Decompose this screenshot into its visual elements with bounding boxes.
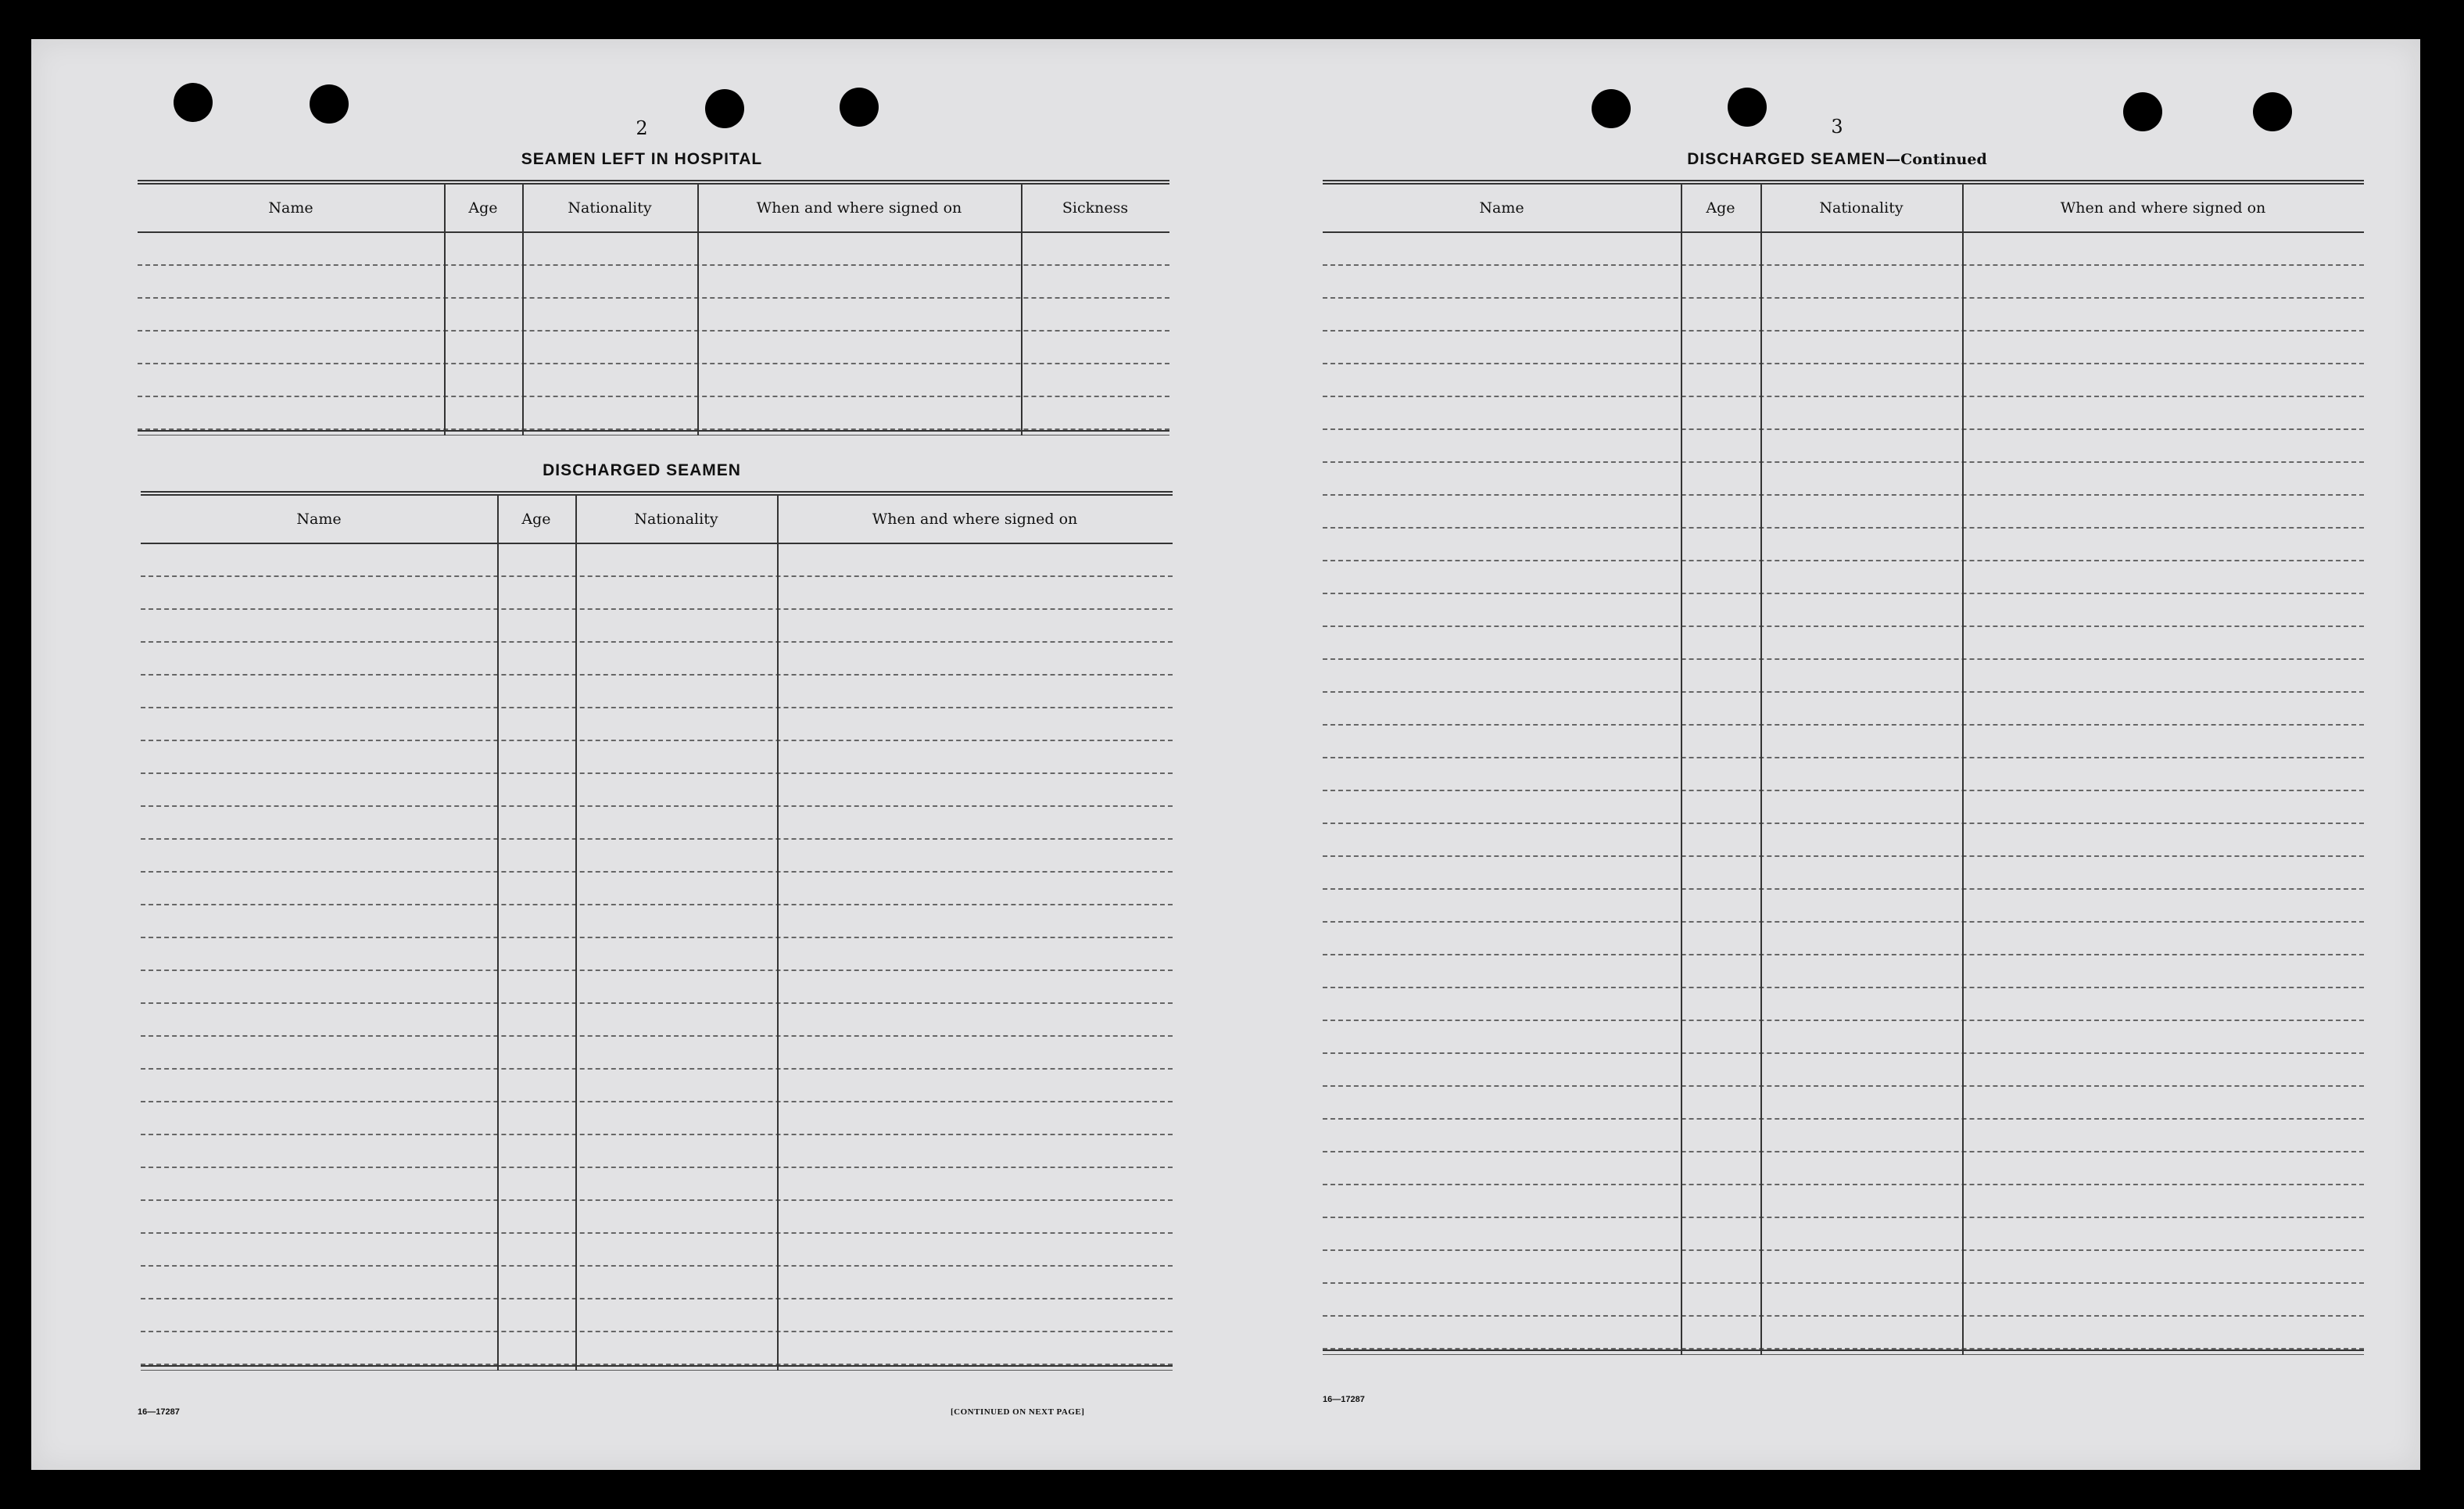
ledger-row	[1323, 397, 2364, 430]
column-rule	[575, 496, 577, 1371]
column-header-signed-on: When and where signed on	[872, 511, 1078, 528]
ledger-row	[141, 1234, 1173, 1267]
column-header-nationality: Nationality	[634, 511, 718, 528]
ledger-row	[1323, 1120, 2364, 1152]
right-page	[1282, 39, 2392, 1470]
column-header-signed-on: When and where signed on	[756, 199, 962, 217]
ledger-row	[1323, 430, 2364, 463]
ledger-row	[1323, 561, 2364, 594]
ledger-row	[1323, 1021, 2364, 1054]
discharged-continued-title	[1282, 150, 2392, 169]
table-bottom-rule	[138, 430, 1169, 435]
ledger-row	[1323, 1218, 2364, 1251]
ledger-row	[1323, 1054, 2364, 1087]
ledger-row	[141, 1037, 1173, 1070]
ledger-row	[1323, 660, 2364, 693]
discharged-continued-table	[1323, 180, 2364, 1355]
ledger-row	[1323, 529, 2364, 561]
page-number: 3	[1831, 116, 1843, 138]
column-header-name: Name	[268, 199, 313, 217]
ledger-row	[138, 397, 1169, 430]
column-rule	[1760, 185, 1762, 1355]
ledger-sheet	[31, 39, 2420, 1470]
column-rule	[1962, 185, 1964, 1355]
ledger-row	[141, 873, 1173, 905]
ledger-row	[1323, 955, 2364, 988]
section-title-text: DISCHARGED SEAMEN	[1687, 150, 1886, 168]
ledger-row	[1323, 726, 2364, 758]
ledger-row	[1323, 1152, 2364, 1185]
column-header-nationality: Nationality	[1819, 199, 1904, 217]
column-rule	[497, 496, 499, 1371]
ledger-row	[138, 364, 1169, 397]
ledger-row	[1323, 1251, 2364, 1284]
ledger-row	[141, 938, 1173, 971]
ledger-row	[141, 1299, 1173, 1332]
ledger-row	[141, 1332, 1173, 1365]
ledger-row	[1323, 233, 2364, 266]
left-page	[106, 39, 1177, 1470]
ledger-row	[141, 1168, 1173, 1201]
ledger-row	[141, 971, 1173, 1004]
ledger-row	[1323, 693, 2364, 726]
ledger-row	[141, 1135, 1173, 1168]
ledger-row	[1323, 890, 2364, 923]
ledger-row	[1323, 758, 2364, 791]
table-bottom-rule	[141, 1365, 1173, 1371]
column-header-name: Name	[1479, 199, 1524, 217]
hospital-section-title: SEAMEN LEFT IN HOSPITAL	[521, 150, 763, 168]
ledger-row	[1323, 496, 2364, 529]
ledger-row	[141, 774, 1173, 807]
ledger-row	[1323, 1284, 2364, 1317]
ledger-row	[138, 332, 1169, 364]
ledger-row	[1323, 364, 2364, 397]
hospital-table	[138, 180, 1169, 435]
ledger-row	[141, 544, 1173, 577]
hospital-table-body	[138, 233, 1169, 430]
continued-note: [CONTINUED ON NEXT PAGE]	[951, 1407, 1085, 1417]
ledger-row	[1323, 594, 2364, 627]
ledger-row	[1323, 1317, 2364, 1349]
ledger-row	[141, 905, 1173, 938]
ledger-row	[141, 840, 1173, 873]
ledger-row	[1323, 791, 2364, 824]
discharged-continued-table-body	[1323, 233, 2364, 1349]
ledger-row	[1323, 266, 2364, 299]
ledger-row	[141, 610, 1173, 643]
ledger-row	[141, 1201, 1173, 1234]
column-header-age: Age	[468, 199, 498, 217]
ledger-row	[141, 1102, 1173, 1135]
column-rule	[777, 496, 779, 1371]
ledger-row	[141, 1267, 1173, 1299]
column-header-age: Age	[1706, 199, 1735, 217]
column-rule	[522, 185, 524, 435]
ledger-row	[138, 233, 1169, 266]
ledger-row	[141, 643, 1173, 676]
column-rule	[444, 185, 446, 435]
ledger-row	[1323, 299, 2364, 332]
ledger-row	[1323, 1185, 2364, 1218]
column-header-age: Age	[521, 511, 551, 528]
column-rule	[1681, 185, 1682, 1355]
discharged-table	[141, 491, 1173, 1371]
ledger-row	[1323, 923, 2364, 955]
ledger-row	[1323, 332, 2364, 364]
section-title-suffix: —Continued	[1886, 151, 1987, 168]
ledger-row	[1323, 988, 2364, 1021]
ledger-row	[1323, 857, 2364, 890]
hospital-table-header	[138, 185, 1169, 233]
table-bottom-rule	[1323, 1349, 2364, 1355]
ledger-row	[141, 807, 1173, 840]
ledger-row	[1323, 824, 2364, 857]
column-rule	[697, 185, 699, 435]
column-header-name: Name	[296, 511, 342, 528]
discharged-section-title: DISCHARGED SEAMEN	[543, 461, 741, 479]
ledger-row	[141, 708, 1173, 741]
ledger-row	[141, 577, 1173, 610]
column-rule	[1021, 185, 1022, 435]
ledger-row	[138, 299, 1169, 332]
ledger-row	[141, 1004, 1173, 1037]
column-header-nationality: Nationality	[568, 199, 652, 217]
column-header-sickness: Sickness	[1062, 199, 1129, 217]
ledger-row	[141, 676, 1173, 708]
ledger-row	[141, 1070, 1173, 1102]
form-number: 16—17287	[1323, 1395, 1365, 1404]
discharged-table-body	[141, 544, 1173, 1365]
page-number: 2	[636, 117, 648, 139]
column-header-signed-on: When and where signed on	[2060, 199, 2266, 217]
ledger-row	[1323, 463, 2364, 496]
discharged-table-header	[141, 496, 1173, 544]
form-number: 16—17287	[138, 1407, 180, 1417]
ledger-row	[1323, 627, 2364, 660]
discharged-continued-table-header	[1323, 185, 2364, 233]
ledger-row	[138, 266, 1169, 299]
ledger-row	[141, 741, 1173, 774]
ledger-row	[1323, 1087, 2364, 1120]
